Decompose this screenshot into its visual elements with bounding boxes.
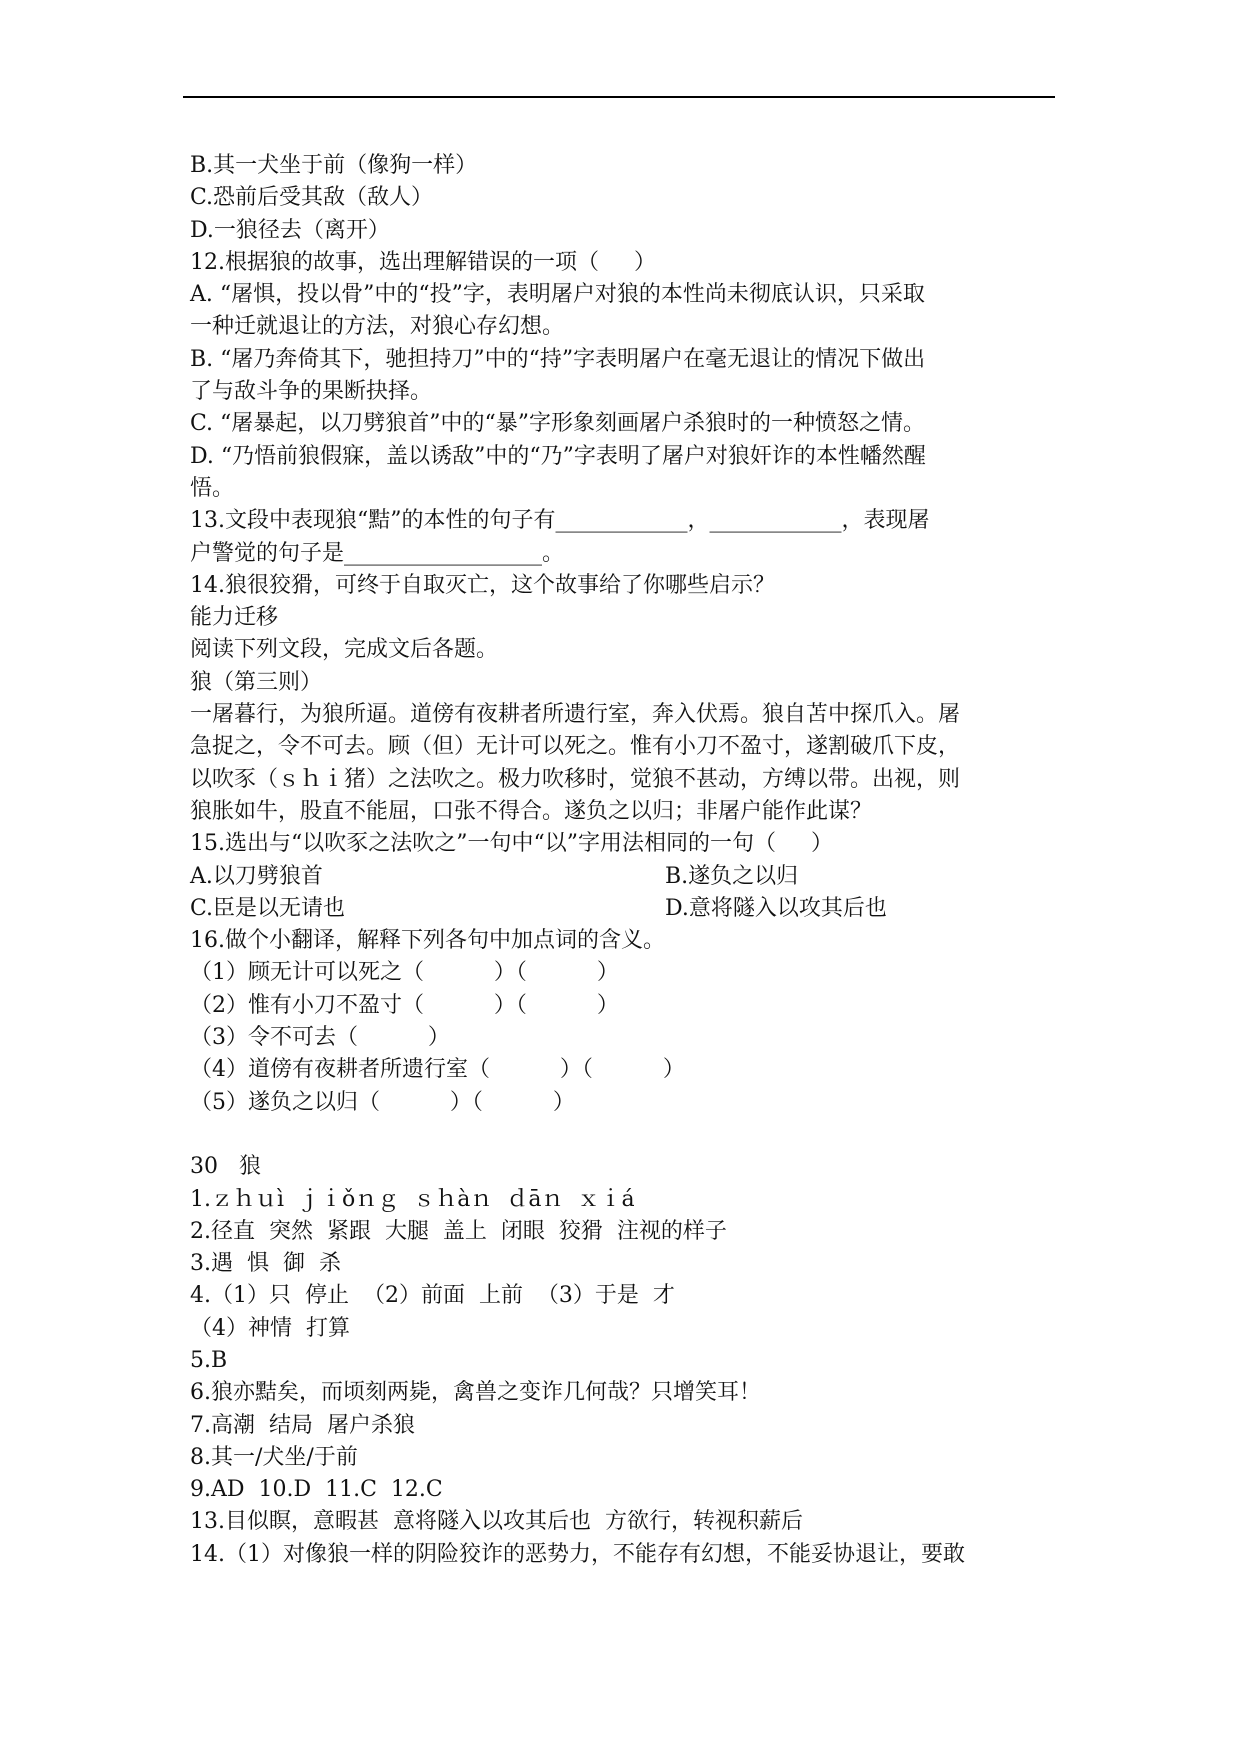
passage-title: 狼（第三则） (190, 669, 323, 695)
answer-line: 14.（1）对像狼一样的阴险狡诈的恶势力，不能存有幻想，不能妥协退让，要敢 (190, 1541, 965, 1567)
question-16-item: （1）顾无计可以死之（ ）（ ） (190, 960, 619, 986)
question-12-option-d-cont: 悟。 (190, 475, 235, 501)
section-heading: 能力迁移 (190, 605, 279, 631)
answer-line: 2.径直 突然 紧跟 大腿 盖上 闭眼 狡猾 注视的样子 (190, 1218, 727, 1244)
answer-line: 8.其一/犬坐/于前 (190, 1444, 358, 1470)
question-16-item: （5）遂负之以归（ ）（ ） (190, 1089, 575, 1115)
question-13: 13.文段中表现狼“黠”的本性的句子有____________，____________，表现屠 (190, 508, 930, 534)
question-15-option-b: B.遂负之以归 (665, 863, 799, 889)
passage-line: 以吹豕（ｓｈｉ猪）之法吹之。极力吹移时，觉狼不甚动，方缚以带。出视，则 (190, 766, 961, 792)
header-rule (183, 96, 1055, 98)
answer-line: 7.高潮 结局 屠户杀狼 (190, 1412, 415, 1438)
question-13-cont: 户警觉的句子是__________________。 (190, 540, 565, 566)
question-12-option-b: B. “屠乃奔倚其下，驰担持刀”中的“持”字表明屠户在毫无退让的情况下做出 (190, 346, 926, 372)
question-12-option-c: C. “屠暴起，以刀劈狼首”中的“暴”字形象刻画屠户杀狼时的一种愤怒之情。 (190, 411, 926, 437)
answer-line: 5.B (190, 1347, 228, 1373)
question-16-item: （4）道傍有夜耕者所遗行室（ ）（ ） (190, 1057, 685, 1083)
question-15-option-a: A.以刀劈狼首 (190, 863, 323, 889)
question-14: 14.狼很狡猾，可终于自取灭亡，这个故事给了你哪些启示？ (190, 572, 775, 598)
question-15-options-row (190, 861, 1052, 893)
passage-line: 急捉之，令不可去。顾（但）无计可以死之。惟有小刀不盈寸，遂割破爪下皮， (190, 734, 961, 760)
spacer (190, 1119, 1052, 1151)
option-c: C.恐前后受其敌（敌人） (190, 185, 434, 211)
passage-line: 一屠暮行，为狼所逼。道傍有夜耕者所遗行室，奔入伏焉。狼自苫中探爪入。屠 (190, 702, 961, 728)
question-12-option-a: A. “屠惧，投以骨”中的“投”字，表明屠户对狼的本性尚未彻底认识，只采取 (190, 282, 925, 308)
question-12-option-b-cont: 了与敌斗争的果断抉择。 (190, 379, 433, 405)
answer-line: 6.狼亦黠矣，而顷刻两毙，禽兽之变诈几何哉？只增笑耳！ (190, 1380, 761, 1406)
question-16-item: （3）令不可去（ ） (190, 1025, 450, 1051)
answer-line: 1.ｚｈｕì ｊｉǒｎｇ ｓｈàｎ ｄāｎ ｘｉá (190, 1186, 635, 1212)
question-15-option-c: C.臣是以无请也 (190, 895, 346, 921)
answer-line: 4.（1）只 停止 （2）前面 上前 （3）于是 才 (190, 1283, 675, 1309)
question-16-item: （2）惟有小刀不盈寸（ ）（ ） (190, 992, 619, 1018)
document-body (190, 150, 1052, 1571)
passage-line: 狼胀如牛，股直不能屈，口张不得合。遂负之以归；非屠户能作此谋？ (190, 798, 873, 824)
question-12-option-a-cont: 一种迁就退让的方法，对狼心存幻想。 (190, 314, 565, 340)
answer-line: （4）神情 打算 (190, 1315, 350, 1341)
answer-line: 9.AD 10.D 11.C 12.C (190, 1477, 443, 1503)
answer-line: 13.目似瞑，意暇甚 意将隧入以攻其后也 方欲行，转视积薪后 (190, 1509, 803, 1535)
option-b: B.其一犬坐于前（像狗一样） (190, 153, 478, 178)
question-15-option-d: D.意将隧入以攻其后也 (665, 895, 887, 921)
answer-heading: 30 狼 (190, 1154, 261, 1180)
question-15-options-row (190, 893, 1052, 925)
option-d: D.一狼径去（离开） (190, 217, 390, 243)
instruction: 阅读下列文段，完成文后各题。 (190, 637, 499, 663)
question-16: 16.做个小翻译，解释下列各句中加点词的含义。 (190, 928, 665, 954)
question-15: 15.选出与“以吹豕之法吹之”一句中“以”字用法相同的一句（ ） (190, 831, 833, 857)
question-12-option-d: D. “乃悟前狼假寐，盖以诱敌”中的“乃”字表明了屠户对狼奸诈的本性幡然醒 (190, 443, 926, 469)
answer-line: 3.遇 惧 御 杀 (190, 1251, 341, 1277)
question-12: 12.根据狼的故事，选出理解错误的一项（ ） (190, 249, 656, 275)
